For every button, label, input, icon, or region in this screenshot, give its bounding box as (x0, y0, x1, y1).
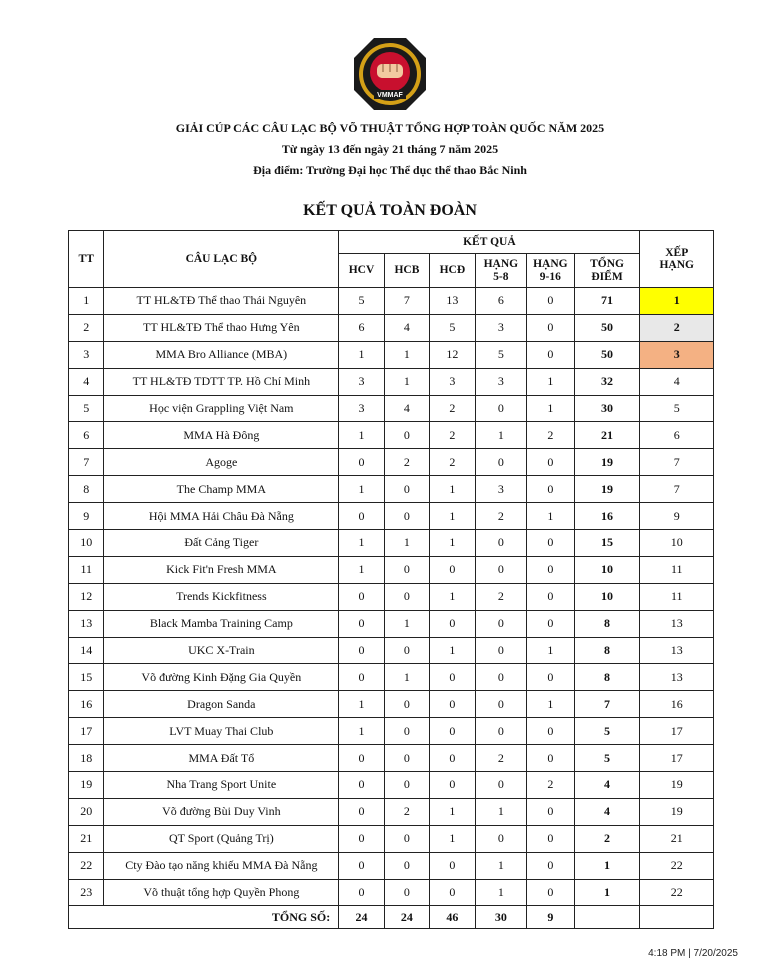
total-hang-9-16: 9 (527, 906, 575, 929)
cell-hcb: 1 (384, 368, 429, 395)
cell-rank: 22 (640, 879, 714, 906)
cell-hang-9-16: 0 (527, 825, 575, 852)
cell-hang-5-8: 3 (475, 314, 527, 341)
header-tong-diem: TỔNG ĐIỂM (574, 254, 640, 288)
cell-hcb: 4 (384, 395, 429, 422)
cell-rank: 11 (640, 556, 714, 583)
cell-tt: 9 (69, 503, 104, 530)
cell-rank: 17 (640, 718, 714, 745)
cell-hcb: 0 (384, 852, 429, 879)
cell-tt: 12 (69, 583, 104, 610)
cell-hcd: 1 (430, 476, 475, 503)
cell-tt: 7 (69, 449, 104, 476)
table-row (69, 341, 714, 368)
cell-tong-diem: 10 (574, 556, 640, 583)
cell-hcd: 0 (430, 879, 475, 906)
cell-hcb: 0 (384, 745, 429, 772)
cell-hcb: 4 (384, 314, 429, 341)
table-row (69, 288, 714, 315)
header-rank: XẾP HẠNG (640, 231, 714, 288)
cell-hcd: 13 (430, 288, 475, 315)
header-club: CÂU LẠC BỘ (104, 231, 339, 288)
cell-hang-9-16: 0 (527, 852, 575, 879)
cell-rank: 4 (640, 368, 714, 395)
cell-hcv: 0 (339, 637, 384, 664)
cell-tong-diem: 10 (574, 583, 640, 610)
cell-tong-diem: 8 (574, 610, 640, 637)
cell-rank: 22 (640, 852, 714, 879)
cell-rank: 2 (640, 314, 714, 341)
cell-hang-5-8: 0 (475, 664, 527, 691)
cell-hcb: 1 (384, 664, 429, 691)
cell-tt: 23 (69, 879, 104, 906)
cell-hcb: 2 (384, 449, 429, 476)
table-row (69, 691, 714, 718)
cell-hcv: 0 (339, 664, 384, 691)
cell-hcb: 0 (384, 422, 429, 449)
cell-hang-9-16: 0 (527, 879, 575, 906)
cell-hcb: 1 (384, 341, 429, 368)
cell-hang-5-8: 0 (475, 610, 527, 637)
cell-hcd: 1 (430, 503, 475, 530)
cell-hcb: 0 (384, 879, 429, 906)
cell-hcb: 0 (384, 556, 429, 583)
cell-club: Kick Fit'n Fresh MMA (104, 556, 339, 583)
header-ketqua: KẾT QUẢ (339, 231, 640, 254)
cell-rank: 6 (640, 422, 714, 449)
logo-text: VMMAF (377, 92, 403, 99)
cell-hang-9-16: 0 (527, 798, 575, 825)
cell-rank: 1 (640, 288, 714, 315)
cell-hang-9-16: 1 (527, 368, 575, 395)
cell-rank: 5 (640, 395, 714, 422)
cell-tong-diem: 5 (574, 745, 640, 772)
cell-rank: 13 (640, 637, 714, 664)
cell-hcv: 1 (339, 422, 384, 449)
cell-hang-5-8: 0 (475, 530, 527, 557)
cell-tt: 17 (69, 718, 104, 745)
cell-hcv: 1 (339, 718, 384, 745)
cell-hcd: 1 (430, 637, 475, 664)
cell-hcb: 0 (384, 583, 429, 610)
cell-hang-9-16: 0 (527, 314, 575, 341)
cell-hcb: 0 (384, 825, 429, 852)
table-row (69, 664, 714, 691)
cell-hcd: 0 (430, 664, 475, 691)
cell-rank: 17 (640, 745, 714, 772)
cell-tt: 15 (69, 664, 104, 691)
cell-rank: 9 (640, 503, 714, 530)
cell-hcd: 1 (430, 825, 475, 852)
cell-tong-diem: 19 (574, 449, 640, 476)
cell-rank: 21 (640, 825, 714, 852)
cell-hcv: 1 (339, 556, 384, 583)
cell-hang-5-8: 0 (475, 772, 527, 799)
table-row (69, 530, 714, 557)
cell-hang-9-16: 1 (527, 503, 575, 530)
cell-hcd: 2 (430, 449, 475, 476)
cell-hang-5-8: 3 (475, 476, 527, 503)
cell-rank: 13 (640, 664, 714, 691)
cell-tt: 2 (69, 314, 104, 341)
cell-hang-9-16: 0 (527, 476, 575, 503)
header-line-1: GIẢI CÚP CÁC CÂU LẠC BỘ VÕ THUẬT TỔNG HỢP TOÀN QUỐC NĂM 2025 (175, 121, 605, 135)
cell-hcv: 6 (339, 314, 384, 341)
header-hang-5-8: HẠNG 5-8 (475, 254, 527, 288)
cell-hang-5-8: 1 (475, 879, 527, 906)
cell-hcv: 3 (339, 368, 384, 395)
cell-hcd: 0 (430, 691, 475, 718)
cell-tt: 19 (69, 772, 104, 799)
cell-hcb: 0 (384, 691, 429, 718)
cell-hang-9-16: 0 (527, 556, 575, 583)
cell-hang-9-16: 0 (527, 745, 575, 772)
header-line-3: Địa điểm: Trường Đại học Thể dục thể thao Bắc Ninh (253, 163, 527, 177)
table-row (69, 476, 714, 503)
cell-hang-5-8: 0 (475, 449, 527, 476)
cell-tt: 18 (69, 745, 104, 772)
table-row (69, 314, 714, 341)
cell-club: MMA Hà Đông (104, 422, 339, 449)
cell-hcv: 0 (339, 852, 384, 879)
cell-hang-5-8: 1 (475, 422, 527, 449)
cell-hcd: 5 (430, 314, 475, 341)
cell-tt: 4 (69, 368, 104, 395)
cell-hcv: 0 (339, 583, 384, 610)
cell-hcv: 0 (339, 879, 384, 906)
cell-hcv: 0 (339, 772, 384, 799)
table-row (69, 772, 714, 799)
cell-tong-diem: 4 (574, 798, 640, 825)
cell-rank: 11 (640, 583, 714, 610)
cell-club: MMA Bro Alliance (MBA) (104, 341, 339, 368)
cell-club: Học viện Grappling Việt Nam (104, 395, 339, 422)
cell-tong-diem: 30 (574, 395, 640, 422)
cell-club: TT HL&TĐ Thể thao Thái Nguyên (104, 288, 339, 315)
cell-tt: 8 (69, 476, 104, 503)
table-row (69, 879, 714, 906)
vmmaf-logo-icon (352, 36, 428, 112)
table-row (69, 449, 714, 476)
cell-tong-diem: 5 (574, 718, 640, 745)
cell-tong-diem: 8 (574, 664, 640, 691)
total-hcv: 24 (339, 906, 384, 929)
cell-club: UKC X-Train (104, 637, 339, 664)
cell-tong-diem: 8 (574, 637, 640, 664)
cell-club: The Champ MMA (104, 476, 339, 503)
cell-club: Nha Trang Sport Unite (104, 772, 339, 799)
cell-club: Đất Cảng Tiger (104, 530, 339, 557)
cell-hang-5-8: 0 (475, 825, 527, 852)
cell-hang-9-16: 0 (527, 530, 575, 557)
results-table (68, 230, 714, 929)
cell-tong-diem: 71 (574, 288, 640, 315)
cell-club: TT HL&TĐ TDTT TP. Hồ Chí Minh (104, 368, 339, 395)
cell-tong-diem: 2 (574, 825, 640, 852)
cell-tt: 20 (69, 798, 104, 825)
cell-hcv: 0 (339, 610, 384, 637)
cell-hcb: 0 (384, 503, 429, 530)
page-title: KẾT QUẢ TOÀN ĐOÀN (303, 202, 477, 219)
cell-hcv: 0 (339, 503, 384, 530)
table-row (69, 556, 714, 583)
total-row (69, 906, 714, 929)
cell-tt: 1 (69, 288, 104, 315)
total-empty-2 (640, 906, 714, 929)
cell-hang-5-8: 1 (475, 852, 527, 879)
total-empty-1 (574, 906, 640, 929)
cell-tong-diem: 21 (574, 422, 640, 449)
cell-hcb: 0 (384, 718, 429, 745)
cell-hang-9-16: 1 (527, 395, 575, 422)
cell-rank: 16 (640, 691, 714, 718)
cell-hang-9-16: 0 (527, 583, 575, 610)
cell-tong-diem: 7 (574, 691, 640, 718)
cell-hang-9-16: 2 (527, 422, 575, 449)
cell-tong-diem: 19 (574, 476, 640, 503)
cell-hang-5-8: 1 (475, 798, 527, 825)
cell-hcb: 2 (384, 798, 429, 825)
cell-hang-9-16: 0 (527, 610, 575, 637)
cell-hcv: 5 (339, 288, 384, 315)
cell-hcb: 0 (384, 772, 429, 799)
cell-hang-9-16: 0 (527, 664, 575, 691)
cell-tong-diem: 4 (574, 772, 640, 799)
header-hang-9-16: HẠNG 9-16 (527, 254, 575, 288)
table-row (69, 825, 714, 852)
cell-hang-9-16: 0 (527, 449, 575, 476)
cell-hang-9-16: 0 (527, 341, 575, 368)
cell-tong-diem: 16 (574, 503, 640, 530)
cell-hang-5-8: 3 (475, 368, 527, 395)
cell-rank: 13 (640, 610, 714, 637)
cell-tong-diem: 1 (574, 879, 640, 906)
header-hcb: HCB (384, 254, 429, 288)
cell-hcb: 0 (384, 476, 429, 503)
cell-club: Agoge (104, 449, 339, 476)
header-tt: TT (69, 231, 104, 288)
table-row (69, 798, 714, 825)
cell-hcb: 7 (384, 288, 429, 315)
cell-tt: 11 (69, 556, 104, 583)
cell-hcd: 1 (430, 583, 475, 610)
cell-tong-diem: 1 (574, 852, 640, 879)
cell-club: Cty Đào tạo năng khiếu MMA Đà Nẵng (104, 852, 339, 879)
table-row (69, 422, 714, 449)
table-row (69, 852, 714, 879)
cell-club: Dragon Sanda (104, 691, 339, 718)
cell-hcd: 1 (430, 530, 475, 557)
cell-hcv: 0 (339, 825, 384, 852)
cell-tt: 10 (69, 530, 104, 557)
cell-club: Võ thuật tổng hợp Quyền Phong (104, 879, 339, 906)
total-label: TỔNG SỐ: (69, 906, 339, 929)
table-row (69, 745, 714, 772)
cell-hang-5-8: 0 (475, 691, 527, 718)
cell-hang-5-8: 2 (475, 745, 527, 772)
total-hang-5-8: 30 (475, 906, 527, 929)
cell-hcv: 0 (339, 449, 384, 476)
cell-club: Hội MMA Hải Châu Đà Nẵng (104, 503, 339, 530)
total-hcb: 24 (384, 906, 429, 929)
cell-tong-diem: 50 (574, 341, 640, 368)
cell-hang-5-8: 6 (475, 288, 527, 315)
cell-hang-5-8: 0 (475, 718, 527, 745)
cell-hcd: 0 (430, 772, 475, 799)
cell-hcd: 12 (430, 341, 475, 368)
cell-tong-diem: 32 (574, 368, 640, 395)
cell-hang-5-8: 5 (475, 341, 527, 368)
cell-hcd: 2 (430, 395, 475, 422)
cell-club: Võ đường Bùi Duy Vinh (104, 798, 339, 825)
cell-rank: 3 (640, 341, 714, 368)
cell-tt: 16 (69, 691, 104, 718)
table-row (69, 718, 714, 745)
total-hcd: 46 (430, 906, 475, 929)
cell-rank: 10 (640, 530, 714, 557)
table-row (69, 395, 714, 422)
header-hcd: HCĐ (430, 254, 475, 288)
cell-hang-5-8: 0 (475, 637, 527, 664)
cell-hcd: 3 (430, 368, 475, 395)
cell-hcb: 0 (384, 637, 429, 664)
cell-tt: 3 (69, 341, 104, 368)
cell-club: Black Mamba Training Camp (104, 610, 339, 637)
cell-tt: 5 (69, 395, 104, 422)
table-row (69, 610, 714, 637)
cell-tong-diem: 15 (574, 530, 640, 557)
cell-hcv: 1 (339, 341, 384, 368)
table-row (69, 583, 714, 610)
cell-hang-5-8: 0 (475, 556, 527, 583)
cell-hang-9-16: 0 (527, 718, 575, 745)
cell-tt: 14 (69, 637, 104, 664)
cell-hcb: 1 (384, 610, 429, 637)
cell-hang-9-16: 1 (527, 637, 575, 664)
table-row (69, 503, 714, 530)
cell-rank: 7 (640, 476, 714, 503)
cell-hcv: 0 (339, 745, 384, 772)
cell-club: QT Sport (Quảng Trị) (104, 825, 339, 852)
cell-hcd: 1 (430, 798, 475, 825)
cell-hcv: 0 (339, 798, 384, 825)
cell-hcd: 0 (430, 852, 475, 879)
cell-tt: 6 (69, 422, 104, 449)
cell-hcv: 1 (339, 691, 384, 718)
cell-club: MMA Đất Tổ (104, 745, 339, 772)
cell-club: Trends Kickfitness (104, 583, 339, 610)
cell-rank: 19 (640, 772, 714, 799)
timestamp: 4:18 PM | 7/20/2025 (648, 948, 738, 959)
cell-hcv: 1 (339, 476, 384, 503)
cell-rank: 7 (640, 449, 714, 476)
cell-tt: 13 (69, 610, 104, 637)
cell-hang-9-16: 0 (527, 288, 575, 315)
cell-club: LVT Muay Thai Club (104, 718, 339, 745)
cell-tong-diem: 50 (574, 314, 640, 341)
table-row (69, 637, 714, 664)
cell-hcd: 0 (430, 745, 475, 772)
table-row (69, 368, 714, 395)
cell-hcd: 0 (430, 718, 475, 745)
cell-tt: 21 (69, 825, 104, 852)
cell-hcv: 3 (339, 395, 384, 422)
cell-hcd: 0 (430, 556, 475, 583)
cell-hcv: 1 (339, 530, 384, 557)
cell-hcd: 2 (430, 422, 475, 449)
cell-rank: 19 (640, 798, 714, 825)
header-hcv: HCV (339, 254, 384, 288)
cell-hang-9-16: 1 (527, 691, 575, 718)
cell-hang-5-8: 2 (475, 583, 527, 610)
cell-hang-9-16: 2 (527, 772, 575, 799)
cell-club: Võ đường Kinh Đặng Gia Quyền (104, 664, 339, 691)
cell-hang-5-8: 0 (475, 395, 527, 422)
cell-hcb: 1 (384, 530, 429, 557)
cell-club: TT HL&TĐ Thể thao Hưng Yên (104, 314, 339, 341)
cell-hang-5-8: 2 (475, 503, 527, 530)
cell-tt: 22 (69, 852, 104, 879)
header-line-2: Từ ngày 13 đến ngày 21 tháng 7 năm 2025 (281, 142, 499, 156)
cell-hcd: 0 (430, 610, 475, 637)
